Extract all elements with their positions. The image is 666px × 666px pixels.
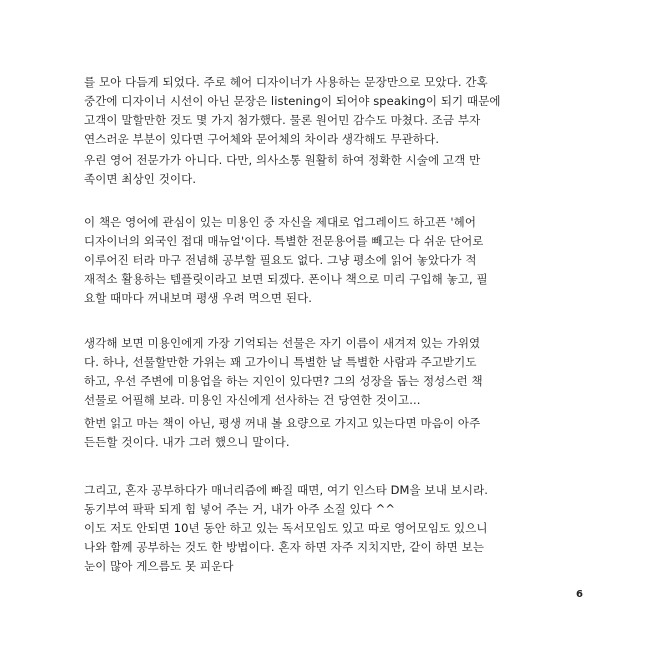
text-line: 한번 읽고 마는 책이 아닌, 평생 꺼내 볼 요량으로 가지고 있는다면 마음이 아주 xyxy=(84,416,481,430)
text-line: 이도 저도 안되면 10년 동안 하고 있는 독서모임도 있고 따로 영어모임도 있으니 xyxy=(84,521,488,535)
text-line: 연스러운 부분이 있다면 구어체와 문어체의 차이라 생각해도 무관하다. xyxy=(84,132,440,146)
text-line: 하고, 우선 주변에 미용업을 하는 지인이 있다면? 그의 성장을 돕는 정성스런 책 xyxy=(84,374,483,388)
text-line: 우린 영어 전문가가 아니다. 다만, 의사소통 원활히 하여 정확한 시술에 고객 만 xyxy=(84,153,481,167)
text-line: 중간에 디자이너 시선이 아닌 문장은 listening이 되어야 speaking이 되기 때문에 xyxy=(84,94,501,108)
text-line: 고객이 말할만한 것도 몇 가지 첨가했다. 물론 원어민 감수도 마쳤다. 조금 부자 xyxy=(84,113,481,127)
text-line: 디자이너의 외국인 접대 매뉴얼'이다. 특별한 전문용어를 빼고는 다 쉬운 단어로 xyxy=(84,234,484,248)
paragraph-4 xyxy=(84,334,590,410)
paragraph-1 xyxy=(84,73,590,149)
paragraph-5 xyxy=(84,414,590,452)
paragraph-2 xyxy=(84,151,590,189)
page-number: 6 xyxy=(576,589,583,600)
text-line: 이 책은 영어에 관심이 있는 미용인 중 자신을 제대로 업그레이드 하고픈 '헤어 xyxy=(84,215,477,229)
text-line: 다. 하나, 선물할만한 가위는 꽤 고가이니 특별한 날 특별한 사람과 주고받기도 xyxy=(84,355,477,369)
text-line: 그리고, 혼자 공부하다가 매너리즘에 빠질 때면, 여기 인스타 DM을 보내 보시라. xyxy=(84,483,489,497)
text-line: 요할 때마다 꺼내보며 평생 우려 먹으면 된다. xyxy=(84,291,313,305)
text-line: 생각해 보면 미용인에게 가장 기억되는 선물은 자기 이름이 새겨져 있는 가위였 xyxy=(84,336,481,350)
text-line: 나와 함께 공부하는 것도 한 방법이다. 혼자 하면 자주 지치지만, 같이 하면 보는 xyxy=(84,540,485,554)
text-line: 선물로 어필해 보라. 미용인 자신에게 선사하는 건 당연한 것이고... xyxy=(84,393,421,407)
text-line: 든든할 것이다. 내가 그러 했으니 말이다. xyxy=(84,435,290,449)
text-line: 족이면 최상인 것이다. xyxy=(84,172,197,186)
text-line: 이루어진 터라 마구 전념해 공부할 필요도 없다. 그냥 평소에 읽어 놓았다가 적 xyxy=(84,253,477,267)
text-line: 동기부여 팍팍 되게 힘 넣어 주는 거, 내가 아주 소질 있다 ^^ xyxy=(84,502,396,516)
text-line: 눈이 많아 게으름도 못 피운다 xyxy=(84,559,234,573)
paragraph-3 xyxy=(84,213,590,308)
text-line: 재적소 활용하는 템플릿이라고 보면 되겠다. 폰이나 책으로 미리 구입해 놓고, 필 xyxy=(84,272,488,286)
text-line: 를 모아 다듬게 되었다. 주로 헤어 디자이너가 사용하는 문장만으로 모았다. 간혹 xyxy=(84,75,488,89)
paragraph-6 xyxy=(84,481,590,576)
